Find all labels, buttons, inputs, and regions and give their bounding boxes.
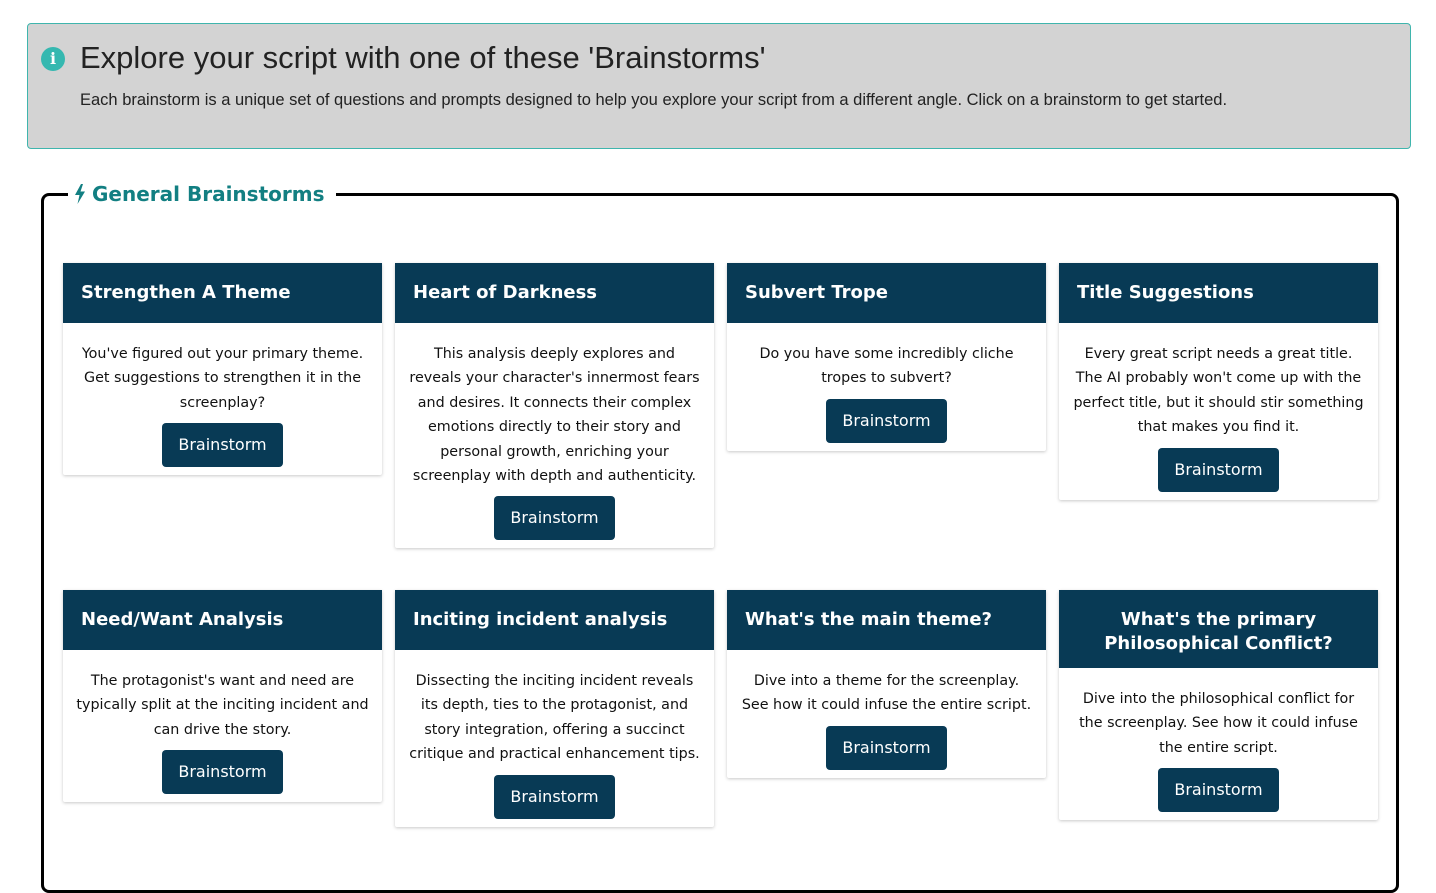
card-description: Every great script needs a great title. The AI probably won't come up with the perfect title, but it should stir something that makes you find it. [1073,346,1364,436]
card-description: Dissecting the inciting incident reveals its depth, ties to the protagonist, and story integration, offering a succinct critique and practical enhancement tips. [409,673,700,763]
brainstorm-card-subvert-trope [727,263,1046,451]
banner-text: Each brainstorm is a unique set of questions and prompts designed to help you explore your script from a different angle. Click on a brainstorm to get started. [80,91,1228,109]
brainstorm-button[interactable]: Brainstorm [1158,448,1278,492]
group-title: General Brainstorms [92,182,325,206]
brainstorm-card-inciting-incident-analysis [395,590,714,827]
card-body [63,323,382,475]
brainstorm-button[interactable]: Brainstorm [162,750,282,794]
card-description: Dive into the philosophical conflict for the screenplay. See how it could infuse the entire script. [1079,691,1358,756]
brainstorm-button[interactable]: Brainstorm [1158,768,1278,812]
brainstorm-button[interactable]: Brainstorm [494,775,614,819]
card-title: Inciting incident analysis [395,590,714,650]
card-title: What's the main theme? [727,590,1046,650]
card-body [395,650,714,827]
card-body [727,650,1046,778]
card-title: Need/Want Analysis [63,590,382,650]
info-circle-icon: i [41,47,65,71]
brainstorm-card-main-theme [727,590,1046,778]
brainstorm-button[interactable]: Brainstorm [826,726,946,770]
card-body [63,650,382,802]
brainstorm-card-philosophical-conflict [1059,590,1378,820]
brainstorm-card-heart-of-darkness [395,263,714,548]
banner-title: Explore your script with one of these 'Brainstorms' [80,40,766,75]
card-title: Heart of Darkness [395,263,714,323]
card-description: You've figured out your primary theme. Get suggestions to strengthen it in the screenplay? [81,346,364,411]
card-body [395,323,714,548]
info-banner [27,23,1411,149]
brainstorm-card-strengthen-a-theme [63,263,382,475]
brainstorm-button[interactable]: Brainstorm [826,399,946,443]
card-description: The protagonist's want and need are typically split at the inciting incident and can drive the story. [76,673,369,738]
card-title: Subvert Trope [727,263,1046,323]
brainstorm-button[interactable]: Brainstorm [162,423,282,467]
bolt-icon [74,184,86,204]
card-body [1059,668,1378,820]
card-description: Do you have some incredibly cliche tropes to subvert? [759,346,1014,387]
brainstorm-card-title-suggestions [1059,263,1378,500]
card-title: What's the primary Philosophical Conflict? [1059,590,1378,668]
card-title: Title Suggestions [1059,263,1378,323]
card-body [1059,323,1378,500]
card-description: This analysis deeply explores and reveals your character's innermost fears and desires. It connects their complex emotions directly to their story and personal growth, enriching your screenplay with depth and authenticity. [409,346,700,485]
card-body [727,323,1046,451]
brainstorm-card-need-want-analysis [63,590,382,802]
brainstorm-button[interactable]: Brainstorm [494,496,614,540]
group-legend [68,180,336,208]
card-description: Dive into a theme for the screenplay. See how it could infuse the entire script. [741,673,1032,714]
card-title: Strengthen A Theme [63,263,382,323]
